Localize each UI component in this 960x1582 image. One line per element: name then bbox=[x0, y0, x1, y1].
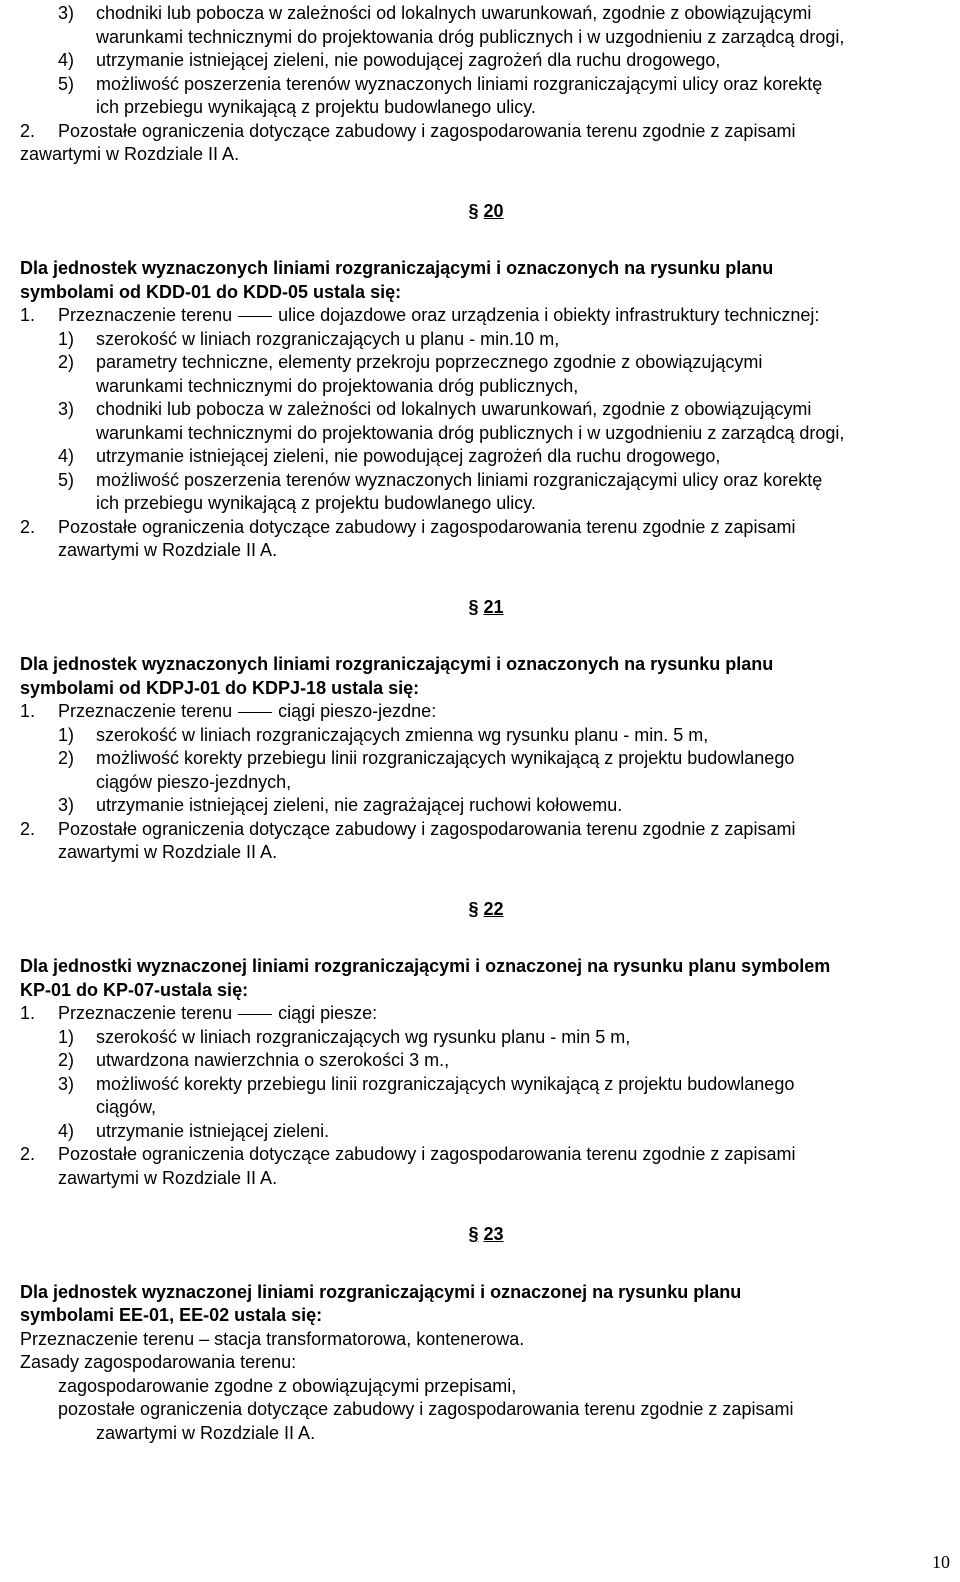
list-item: 1) szerokość w liniach rozgraniczających zmienna wg rysunku planu - min. 5 m, bbox=[58, 724, 709, 745]
dash-icon bbox=[238, 316, 272, 317]
dash-icon bbox=[238, 1014, 272, 1015]
list-item: 2) parametry techniczne, elementy przekroju poprzecznego zgodnie z obowiązującymi warunkami technicznymi do projektowania dróg publicznych, bbox=[58, 352, 763, 396]
list-item: 2. Pozostałe ograniczenia dotyczące zabudowy i zagospodarowania terenu zgodnie z zapisami bbox=[20, 818, 796, 839]
section-title: Dla jednostek wyznaczonej liniami rozgraniczającymi i oznaczonej na rysunku planu symbolami EE-01, EE-02 ustala się: bbox=[20, 1281, 742, 1325]
list-item: 1) szerokość w liniach rozgraniczających u planu - min.10 m, bbox=[58, 328, 560, 349]
list-item: 2) utwardzona nawierzchnia o szerokości 3 m., bbox=[58, 1050, 450, 1070]
paragraph-text: zawartymi w Rozdziale II A. bbox=[58, 540, 278, 560]
list-item: 4) utrzymanie istniejącej zieleni, nie powodującej zagrożeń dla ruchu drogowego, bbox=[58, 446, 721, 466]
document-page bbox=[20, 2, 952, 1445]
section-heading-20: § 20 bbox=[468, 200, 504, 221]
section-title: Dla jednostek wyznaczonych liniami rozgraniczającymi i oznaczonych na rysunku planu symbolami od KDPJ-01 do KDPJ-18 ustala się: bbox=[20, 654, 774, 698]
list-item: 3) chodniki lub pobocza w zależności od lokalnych uwarunkowań, zgodnie z obowiązującymi warunkami technicznymi do projektowania dróg publicznych i w uzgodnieniu z zarządcą drogi, bbox=[58, 399, 845, 443]
paragraph-text: pozostałe ograniczenia dotyczące zabudowy i zagospodarowania terenu zgodnie z zapisami bbox=[58, 1399, 794, 1419]
list-item: 2. Pozostałe ograniczenia dotyczące zabudowy i zagospodarowania terenu zgodnie z zapisami bbox=[20, 516, 796, 537]
list-item: 1. Przeznaczenie terenu ulice dojazdowe oraz urządzenia i obiekty infrastruktury technicznej: bbox=[20, 305, 820, 325]
list-item: 2. Pozostałe ograniczenia dotyczące zabudowy i zagospodarowania terenu zgodnie z zapisami bbox=[20, 1144, 796, 1164]
section-title: Dla jednostki wyznaczonej liniami rozgraniczającymi i oznaczonej na rysunku planu symbolem KP-01 do KP-07-ustala się: bbox=[20, 956, 831, 1000]
list-item: 3) możliwość korekty przebiegu linii rozgraniczających wynikającą z projektu budowlanego ciągów, bbox=[58, 1073, 795, 1117]
list-item: 4) utrzymanie istniejącej zieleni, nie powodującej zagrożeń dla ruchu drogowego, bbox=[58, 50, 721, 70]
section-heading-21: § 21 bbox=[468, 596, 504, 617]
list-item: 5) możliwość poszerzenia terenów wyznaczonych liniami rozgraniczającymi ulicy oraz korektę ich przebiegu wynikającą z projektu budowlanego ulicy. bbox=[58, 469, 823, 513]
paragraph-text: zawartymi w Rozdziale II A. bbox=[96, 1422, 316, 1443]
section-heading-23: § 23 bbox=[468, 1224, 504, 1244]
paragraph-text: zawartymi w Rozdziale II A. bbox=[58, 1167, 278, 1188]
page-number: 10 bbox=[932, 1551, 950, 1572]
paragraph-text: Przeznaczenie terenu – stacja transformatorowa, kontenerowa. bbox=[20, 1328, 525, 1349]
list-item: 4) utrzymanie istniejącej zieleni. bbox=[58, 1120, 330, 1141]
section-title: Dla jednostek wyznaczonych liniami rozgraniczającymi i oznaczonych na rysunku planu symbolami od KDD-01 do KDD-05 ustala się: bbox=[20, 258, 774, 302]
paragraph-text: Zasady zagospodarowania terenu: bbox=[20, 1352, 297, 1372]
list-item: 3) utrzymanie istniejącej zieleni, nie zagrażającej ruchowi kołowemu. bbox=[58, 795, 623, 815]
paragraph-text: zawartymi w Rozdziale II A. bbox=[20, 144, 240, 164]
list-item: 5) możliwość poszerzenia terenów wyznaczonych liniami rozgraniczającymi ulicy oraz korektę ich przebiegu wynikającą z projektu budowlanego ulicy. bbox=[58, 73, 823, 117]
list-item: 2. Pozostałe ograniczenia dotyczące zabudowy i zagospodarowania terenu zgodnie z zapisami bbox=[20, 120, 796, 141]
list-item: 1. Przeznaczenie terenu ciągi piesze: bbox=[20, 1003, 378, 1023]
dash-icon bbox=[238, 712, 272, 713]
paragraph-text: zagospodarowanie zgodne z obowiązującymi przepisami, bbox=[58, 1375, 517, 1396]
list-item: 1) szerokość w liniach rozgraniczających wg rysunku planu - min 5 m, bbox=[58, 1026, 631, 1047]
section-heading-22: § 22 bbox=[468, 898, 504, 919]
paragraph-text: zawartymi w Rozdziale II A. bbox=[58, 842, 278, 862]
list-item: 2) możliwość korekty przebiegu linii rozgraniczających wynikającą z projektu budowlanego ciągów pieszo-jezdnych, bbox=[58, 748, 795, 792]
list-item: 3) chodniki lub pobocza w zależności od lokalnych uwarunkowań, zgodnie z obowiązującymi warunkami technicznymi do projektowania dróg publicznych i w uzgodnieniu z zarządcą drogi, bbox=[58, 3, 845, 47]
list-item: 1. Przeznaczenie terenu ciągi pieszo-jezdne: bbox=[20, 701, 437, 721]
